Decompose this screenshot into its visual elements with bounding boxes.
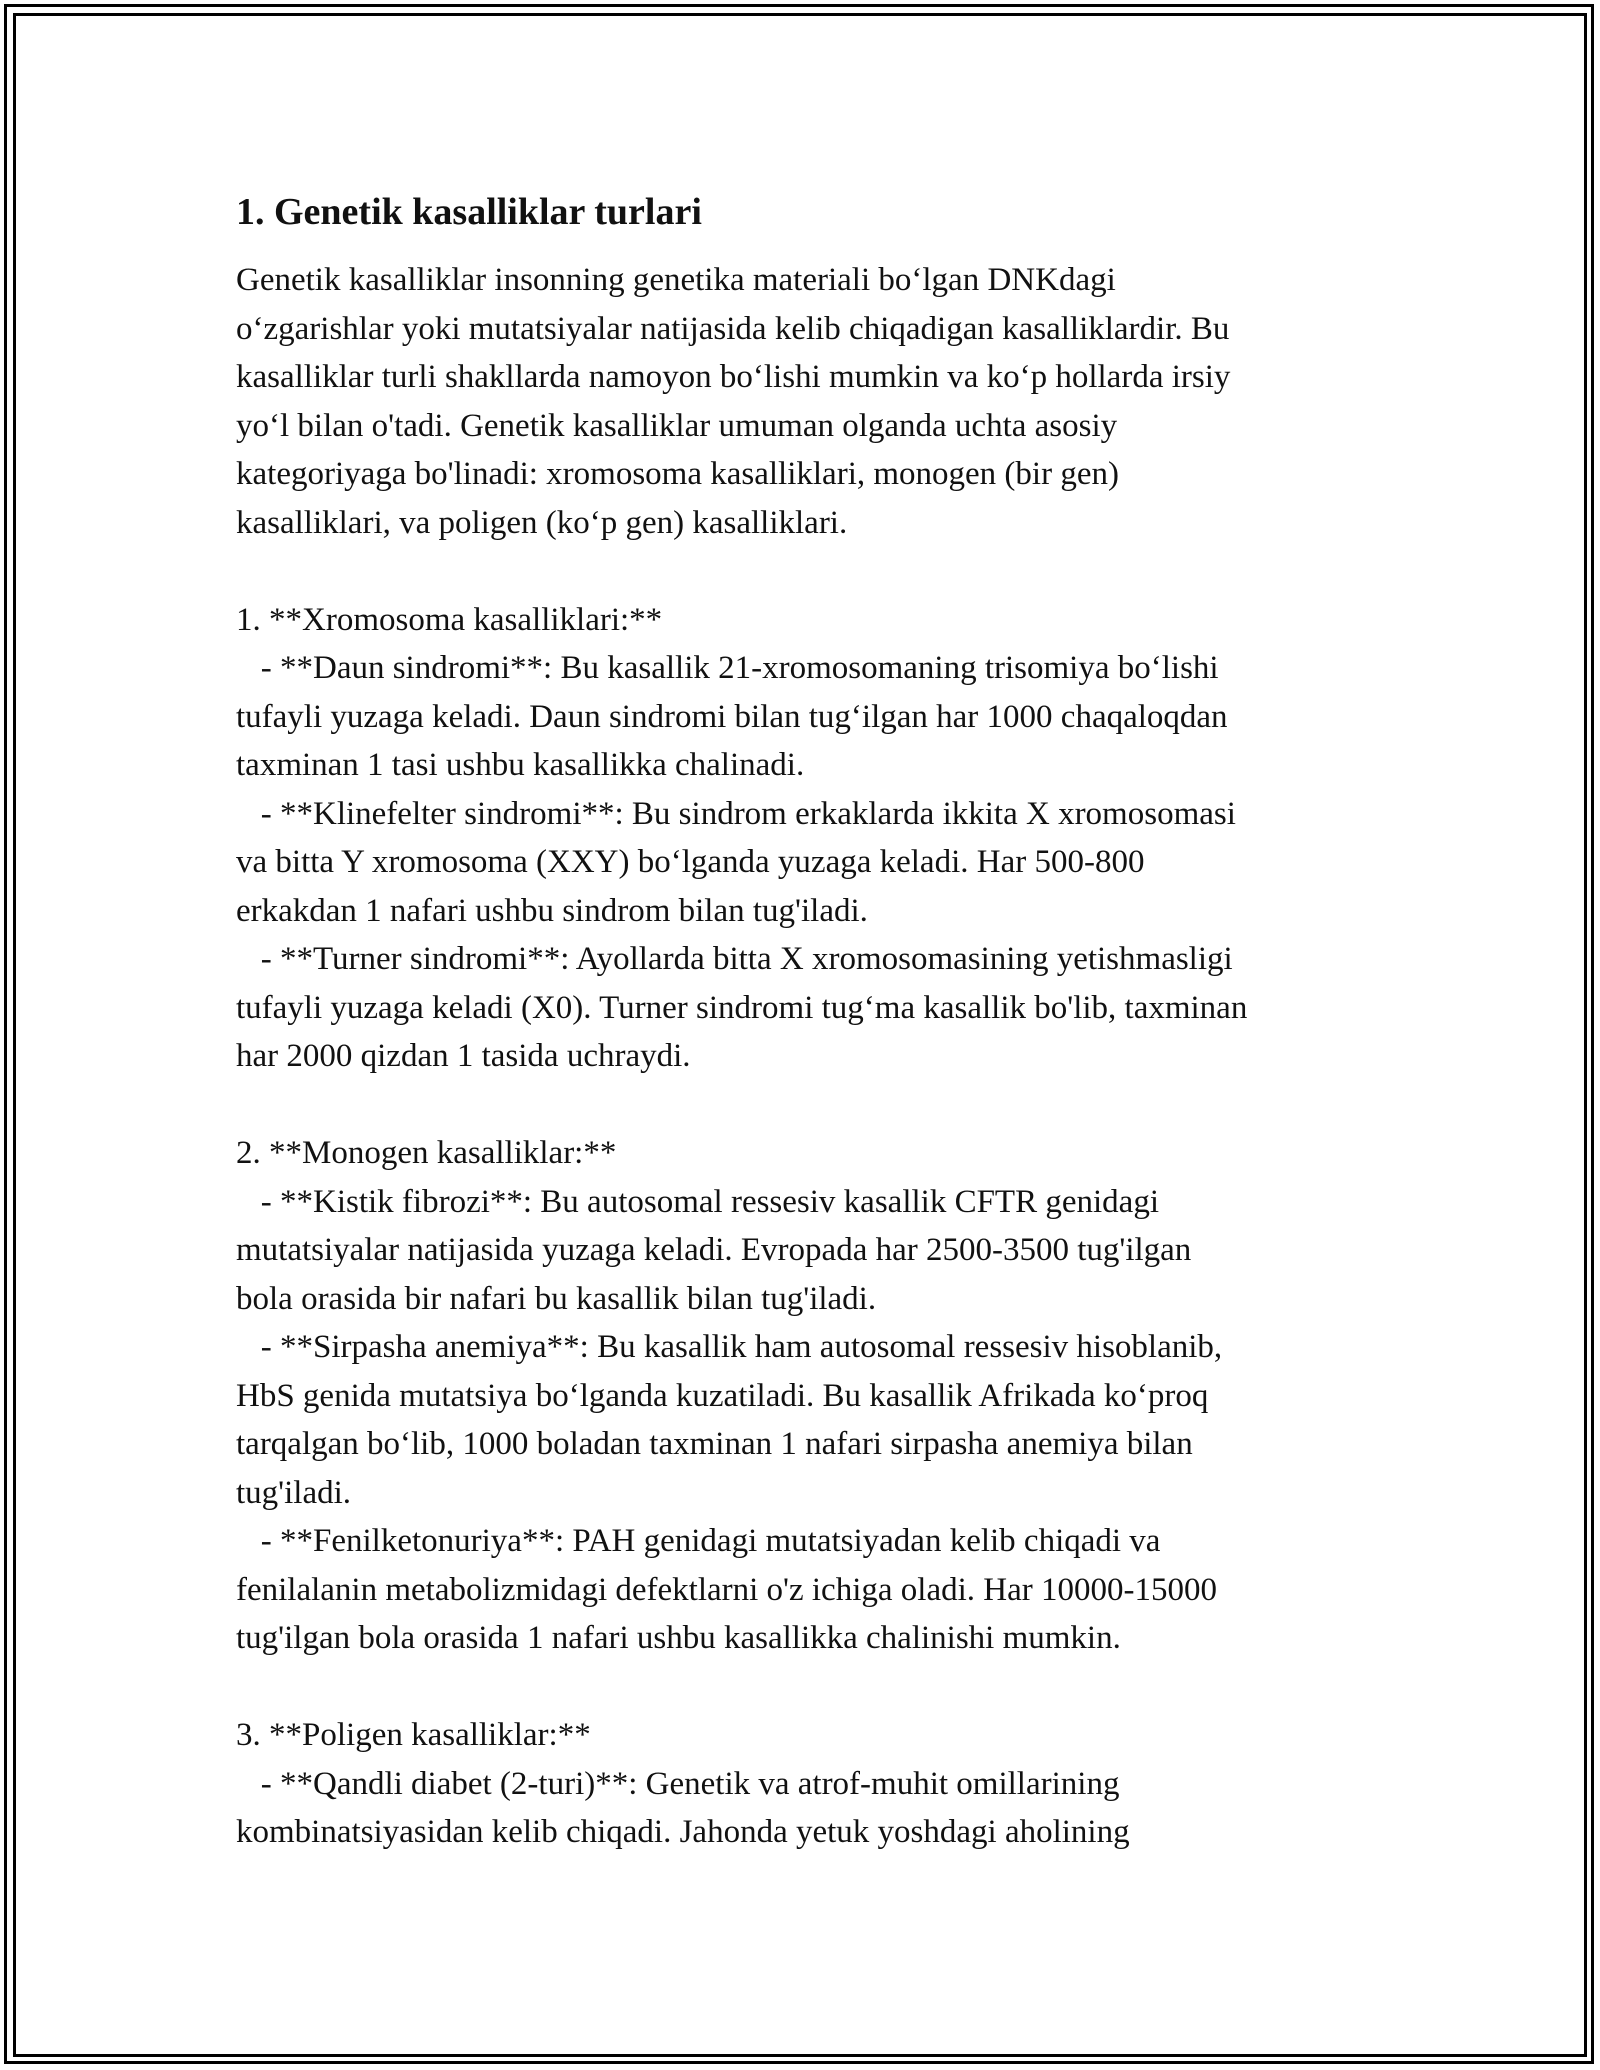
section-line: mutatsiyalar natijasida yuzaga keladi. Evropada har 2500-3500 tug'ilgan <box>236 1232 1192 1268</box>
section-line: va bitta Y xromosoma (XXY) bo‘lganda yuzaga keladi. Har 500-800 <box>236 844 1145 880</box>
section-line: tarqalgan bo‘lib, 1000 boladan taxminan 1 nafari sirpasha anemiya bilan <box>236 1426 1193 1462</box>
section-line: - **Klinefelter sindromi**: Bu sindrom erkaklarda ikkita X xromosomasi <box>236 795 1236 832</box>
section-line: tufayli yuzaga keladi (X0). Turner sindromi tug‘ma kasallik bo'lib, taxminan <box>236 989 1248 1026</box>
spacer <box>236 1081 1366 1130</box>
page-title: 1. Genetik kasalliklar turlari <box>236 191 702 233</box>
section-line: - **Sirpasha anemiya**: Bu kasallik ham autosomal ressesiv hisoblanib, <box>236 1329 1223 1365</box>
spacer <box>236 1663 1366 1712</box>
section-line: - **Fenilketonuriya**: PAH genidagi mutatsiyadan kelib chiqadi va <box>236 1523 1161 1559</box>
document-body <box>236 186 1366 1857</box>
section-title: 2. **Monogen kasalliklar:** <box>236 1135 617 1171</box>
section-line: bola orasida bir nafari bu kasallik bilan tug'iladi. <box>236 1280 877 1317</box>
section-line: taxminan 1 tasi ushbu kasallikka chalinadi. <box>236 747 805 783</box>
intro-line: yo‘l bilan o'tadi. Genetik kasalliklar umuman olganda uchta asosiy <box>236 407 1118 444</box>
section-title: 1. **Xromosoma kasalliklari:** <box>236 601 663 638</box>
intro-paragraph <box>236 256 1366 547</box>
section-monogenic <box>236 1129 1366 1663</box>
section-line: - **Qandli diabet (2-turi)**: Genetik va atrof-muhit omillarining <box>236 1765 1120 1802</box>
section-line: har 2000 qizdan 1 tasida uchraydi. <box>236 1038 691 1074</box>
section-line: tug'ilgan bola orasida 1 nafari ushbu kasallikka chalinishi mumkin. <box>236 1620 1121 1656</box>
section-line: fenilalanin metabolizmidagi defektlarni o'z ichiga oladi. Har 10000-15000 <box>236 1571 1217 1608</box>
section-line: tufayli yuzaga keladi. Daun sindromi bilan tug‘ilgan har 1000 chaqaloqdan <box>236 698 1228 735</box>
section-line: kombinatsiyasidan kelib chiqadi. Jahonda yetuk yoshdagi aholining <box>236 1814 1130 1850</box>
section-line: - **Daun sindromi**: Bu kasallik 21-xromosomaning trisomiya bo‘lishi <box>236 650 1219 686</box>
spacer <box>236 547 1366 596</box>
intro-line: kategoriyaga bo'linadi: xromosoma kasalliklari, monogen (bir gen) <box>236 456 1119 492</box>
section-line: - **Kistik fibrozi**: Bu autosomal ressesiv kasallik CFTR genidagi <box>236 1183 1159 1220</box>
section-line: erkakdan 1 nafari ushbu sindrom bilan tug'iladi. <box>236 892 868 929</box>
section-line: HbS genida mutatsiya bo‘lganda kuzatiladi. Bu kasallik Afrikada ko‘proq <box>236 1377 1209 1414</box>
intro-line: o‘zgarishlar yoki mutatsiyalar natijasida kelib chiqadigan kasalliklardir. Bu <box>236 310 1230 347</box>
intro-line: kasalliklari, va poligen (ko‘p gen) kasalliklari. <box>236 504 848 541</box>
section-line: tug'iladi. <box>236 1474 352 1511</box>
section-line: - **Turner sindromi**: Ayollarda bitta X xromosomasining yetishmasligi <box>236 941 1233 977</box>
section-polygenic <box>236 1711 1366 1857</box>
intro-line: Genetik kasalliklar insonning genetika materiali bo‘lgan DNKdagi <box>236 262 1116 298</box>
section-chromosome <box>236 596 1366 1081</box>
section-title: 3. **Poligen kasalliklar:** <box>236 1717 591 1753</box>
intro-line: kasalliklar turli shakllarda namoyon bo‘lishi mumkin va ko‘p hollarda irsiy <box>236 359 1231 395</box>
